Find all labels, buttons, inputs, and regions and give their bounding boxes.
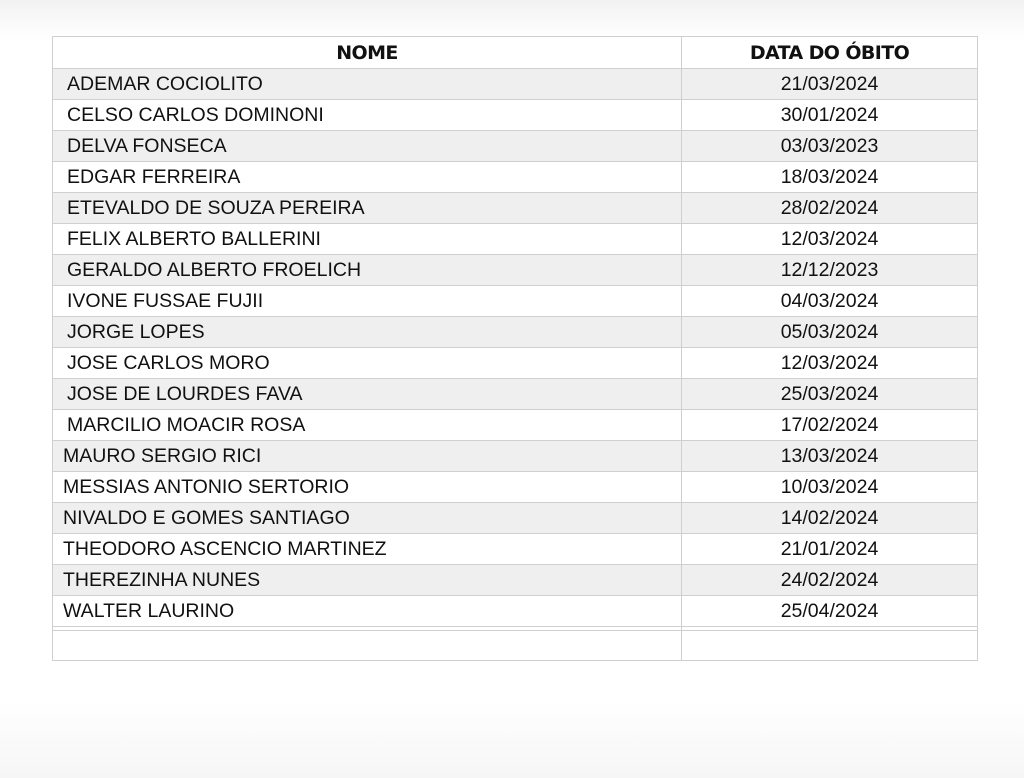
table-row: [53, 255, 978, 286]
table-row: [53, 131, 978, 162]
name-cell: WALTER LAURINO: [53, 596, 682, 627]
name-cell: ETEVALDO DE SOUZA PEREIRA: [53, 193, 682, 224]
name-cell: MAURO SERGIO RICI: [53, 441, 682, 472]
table-row: [53, 565, 978, 596]
date-cell: 21/03/2024: [682, 69, 978, 100]
name-cell: NIVALDO E GOMES SANTIAGO: [53, 503, 682, 534]
name-cell: THEREZINHA NUNES: [53, 565, 682, 596]
date-cell: 25/04/2024: [682, 596, 978, 627]
date-cell: 25/03/2024: [682, 379, 978, 410]
empty-date-cell: [682, 631, 978, 661]
name-cell: EDGAR FERREIRA: [53, 162, 682, 193]
table-row: [53, 317, 978, 348]
header-name: NOME: [53, 37, 682, 69]
date-cell: 12/03/2024: [682, 224, 978, 255]
date-cell: 21/01/2024: [682, 534, 978, 565]
header-date: DATA DO ÓBITO: [682, 37, 978, 69]
table-row: [53, 224, 978, 255]
table-row: [53, 162, 978, 193]
name-cell: THEODORO ASCENCIO MARTINEZ: [53, 534, 682, 565]
deaths-table: [52, 36, 978, 661]
name-cell: DELVA FONSECA: [53, 131, 682, 162]
date-cell: 12/12/2023: [682, 255, 978, 286]
table-row: [53, 596, 978, 627]
table-row: [53, 503, 978, 534]
name-cell: GERALDO ALBERTO FROELICH: [53, 255, 682, 286]
date-cell: 24/02/2024: [682, 565, 978, 596]
name-cell: MARCILIO MOACIR ROSA: [53, 410, 682, 441]
date-cell: 04/03/2024: [682, 286, 978, 317]
table-row: [53, 379, 978, 410]
date-cell: 18/03/2024: [682, 162, 978, 193]
table-row: [53, 286, 978, 317]
name-cell: FELIX ALBERTO BALLERINI: [53, 224, 682, 255]
name-cell: JOSE DE LOURDES FAVA: [53, 379, 682, 410]
empty-name-cell: [53, 631, 682, 661]
date-cell: 05/03/2024: [682, 317, 978, 348]
name-cell: MESSIAS ANTONIO SERTORIO: [53, 472, 682, 503]
date-cell: 10/03/2024: [682, 472, 978, 503]
date-cell: 17/02/2024: [682, 410, 978, 441]
table-row: [53, 100, 978, 131]
table-row: [53, 534, 978, 565]
name-cell: JORGE LOPES: [53, 317, 682, 348]
table-row: [53, 472, 978, 503]
table-row: [53, 441, 978, 472]
date-cell: 14/02/2024: [682, 503, 978, 534]
table-row: [53, 193, 978, 224]
date-cell: 03/03/2023: [682, 131, 978, 162]
date-cell: 28/02/2024: [682, 193, 978, 224]
table-row: [53, 348, 978, 379]
name-cell: JOSE CARLOS MORO: [53, 348, 682, 379]
table-row: [53, 410, 978, 441]
name-cell: IVONE FUSSAE FUJII: [53, 286, 682, 317]
name-cell: ADEMAR COCIOLITO: [53, 69, 682, 100]
table-header-row: [53, 37, 978, 69]
empty-table-row: [53, 631, 978, 661]
name-cell: CELSO CARLOS DOMINONI: [53, 100, 682, 131]
table-body: [53, 69, 978, 661]
date-cell: 30/01/2024: [682, 100, 978, 131]
date-cell: 12/03/2024: [682, 348, 978, 379]
date-cell: 13/03/2024: [682, 441, 978, 472]
table-row: [53, 69, 978, 100]
